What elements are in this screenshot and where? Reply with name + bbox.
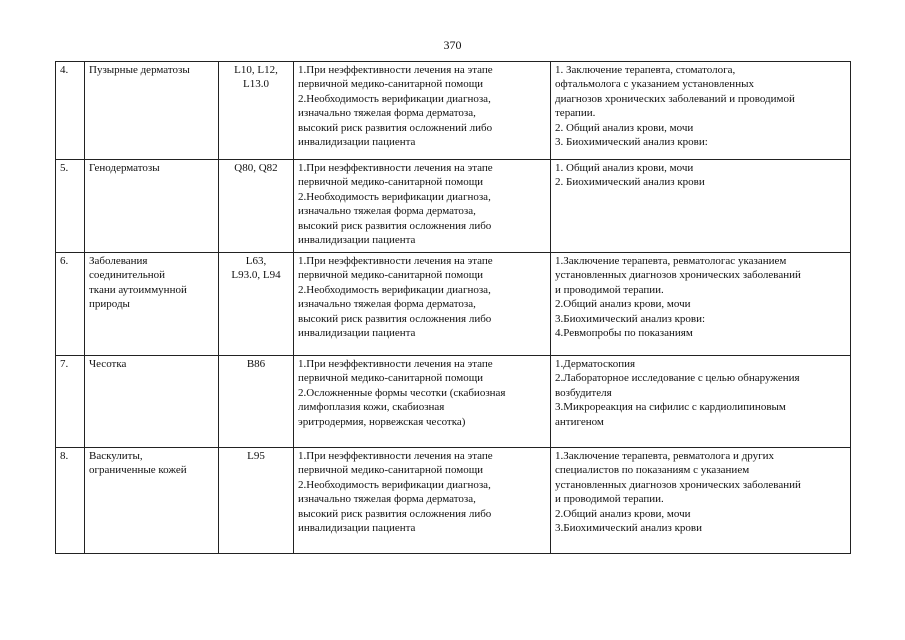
requirement-line: 1.Заключение терапевта, ревматологас указанием xyxy=(555,255,787,267)
requirement-line: 2.Лабораторное исследование с целью обнаружения xyxy=(555,372,800,385)
indication-line: 2.Осложненные формы чесотки (скабиозная xyxy=(298,386,506,399)
indication-line: 1.При неэффективности лечения на этапе xyxy=(298,64,493,76)
indication-line: эритродермия, норвежская чесотка) xyxy=(298,415,466,428)
indication-line: высокий риск развития осложнения либо xyxy=(298,312,492,325)
requirement-line: и проводимой терапии. xyxy=(555,493,664,506)
icd-code-line: L10, L12, xyxy=(234,64,278,76)
required-documents xyxy=(551,160,851,253)
requirement-line: установленных диагнозов хронических заболеваний xyxy=(555,478,801,491)
requirement-line: 2.Общий анализ крови, мочи xyxy=(555,298,691,311)
requirement-line: 3.Биохимический анализ крови xyxy=(555,522,702,535)
icd-codes xyxy=(219,448,294,554)
indication-line: инвалидизации пациента xyxy=(298,522,416,535)
indication-line: изначально тяжелая форма дерматоза, xyxy=(298,107,476,120)
disease-name-line: ограниченные кожей xyxy=(89,464,187,477)
indication-line: 2.Необходимость верификации диагноза, xyxy=(298,478,491,491)
disease-name-line: ткани аутоиммунной xyxy=(89,283,187,296)
icd-code-line: Q80, Q82 xyxy=(234,162,278,174)
icd-codes xyxy=(219,160,294,253)
indication-line: первичной медико-санитарной помощи xyxy=(298,464,484,477)
icd-code-line: L63, xyxy=(245,255,267,267)
indication-line: первичной медико-санитарной помощи xyxy=(298,78,484,91)
referral-criteria-table xyxy=(55,61,851,554)
indication-line: высокий риск развития осложнения либо xyxy=(298,507,492,520)
row-number: 7. xyxy=(56,356,85,448)
disease-name xyxy=(85,160,219,253)
indications xyxy=(294,160,551,253)
row-number: 5. xyxy=(56,160,85,253)
indication-line: лимфоплазия кожи, скабиозная xyxy=(298,401,445,414)
indication-line: 2.Необходимость верификации диагноза, xyxy=(298,283,491,296)
indication-line: 2.Необходимость верификации диагноза, xyxy=(298,190,491,203)
table-row xyxy=(56,448,851,554)
required-documents xyxy=(551,62,851,160)
icd-code-line: L93.0, L94 xyxy=(231,269,281,282)
table-row xyxy=(56,253,851,356)
required-documents xyxy=(551,356,851,448)
requirement-line: 4.Ревмопробы по показаниям xyxy=(555,327,693,340)
requirement-line: установленных диагнозов хронических заболеваний xyxy=(555,269,801,282)
icd-codes xyxy=(219,253,294,356)
requirement-line: 3.Микрореакция на сифилис с кардиолипиновым xyxy=(555,401,786,414)
disease-name-line: Чесотка xyxy=(89,358,127,370)
indication-line: изначально тяжелая форма дерматоза, xyxy=(298,205,476,218)
disease-name xyxy=(85,62,219,160)
table-row xyxy=(56,62,851,160)
indication-line: инвалидизации пациента xyxy=(298,234,416,247)
indication-line: изначально тяжелая форма дерматоза, xyxy=(298,298,476,311)
indication-line: первичной медико-санитарной помощи xyxy=(298,372,484,385)
icd-codes xyxy=(219,62,294,160)
disease-name-line: Генодерматозы xyxy=(89,162,160,174)
indication-line: высокий риск развития осложнения либо xyxy=(298,219,492,232)
indications xyxy=(294,62,551,160)
indications xyxy=(294,448,551,554)
disease-name xyxy=(85,253,219,356)
table-row xyxy=(56,160,851,253)
indication-line: инвалидизации пациента xyxy=(298,136,416,149)
icd-code-line: B86 xyxy=(246,358,266,370)
requirement-line: 1. Общий анализ крови, мочи xyxy=(555,162,694,174)
indication-line: высокий риск развития осложнений либо xyxy=(298,121,493,134)
indication-line: 1.При неэффективности лечения на этапе xyxy=(298,255,493,267)
disease-name-line: Заболевания xyxy=(89,255,148,267)
table-body xyxy=(56,62,851,554)
page-number: 370 xyxy=(443,38,462,52)
requirement-line: 3.Биохимический анализ крови: xyxy=(555,312,706,325)
row-number: 8. xyxy=(56,448,85,554)
indication-line: первичной медико-санитарной помощи xyxy=(298,176,484,189)
disease-name-line: Пузырные дерматозы xyxy=(89,64,190,76)
requirement-line: 2.Общий анализ крови, мочи xyxy=(555,507,691,520)
requirement-line: 1. Заключение терапевта, стоматолога, xyxy=(555,64,736,76)
requirement-line: 2. Биохимический анализ крови xyxy=(555,176,705,189)
icd-code-line: L13.0 xyxy=(243,78,269,91)
requirement-line: специалистов по показаниям с указанием xyxy=(555,464,750,477)
indication-line: 1.При неэффективности лечения на этапе xyxy=(298,358,493,370)
required-documents xyxy=(551,448,851,554)
requirement-line: 1.Заключение терапевта, ревматолога и других xyxy=(555,450,775,462)
disease-name xyxy=(85,356,219,448)
indication-line: изначально тяжелая форма дерматоза, xyxy=(298,493,476,506)
row-number: 6. xyxy=(56,253,85,356)
requirement-line: 2. Общий анализ крови, мочи xyxy=(555,121,694,134)
requirement-line: терапии. xyxy=(555,107,596,120)
icd-code-line: L95 xyxy=(247,450,265,462)
requirement-line: офтальмолога с указанием установленных xyxy=(555,78,754,91)
row-number: 4. xyxy=(56,62,85,160)
requirement-line: антигеном xyxy=(555,415,604,428)
indication-line: 1.При неэффективности лечения на этапе xyxy=(298,450,493,462)
required-documents xyxy=(551,253,851,356)
indication-line: первичной медико-санитарной помощи xyxy=(298,269,484,282)
disease-name-line: соединительной xyxy=(89,269,165,282)
indications xyxy=(294,253,551,356)
requirement-line: и проводимой терапии. xyxy=(555,283,664,296)
indications xyxy=(294,356,551,448)
requirement-line: 3. Биохимический анализ крови: xyxy=(555,136,708,149)
requirement-line: возбудителя xyxy=(555,386,612,399)
table-row xyxy=(56,356,851,448)
indication-line: 2.Необходимость верификации диагноза, xyxy=(298,92,491,105)
disease-name-line: Васкулиты, xyxy=(89,450,143,462)
disease-name-line: природы xyxy=(89,298,130,311)
disease-name xyxy=(85,448,219,554)
indication-line: инвалидизации пациента xyxy=(298,327,416,340)
requirement-line: диагнозов хронических заболеваний и проводимой xyxy=(555,92,795,105)
indication-line: 1.При неэффективности лечения на этапе xyxy=(298,162,493,174)
icd-codes xyxy=(219,356,294,448)
requirement-line: 1.Дерматоскопия xyxy=(555,358,636,370)
